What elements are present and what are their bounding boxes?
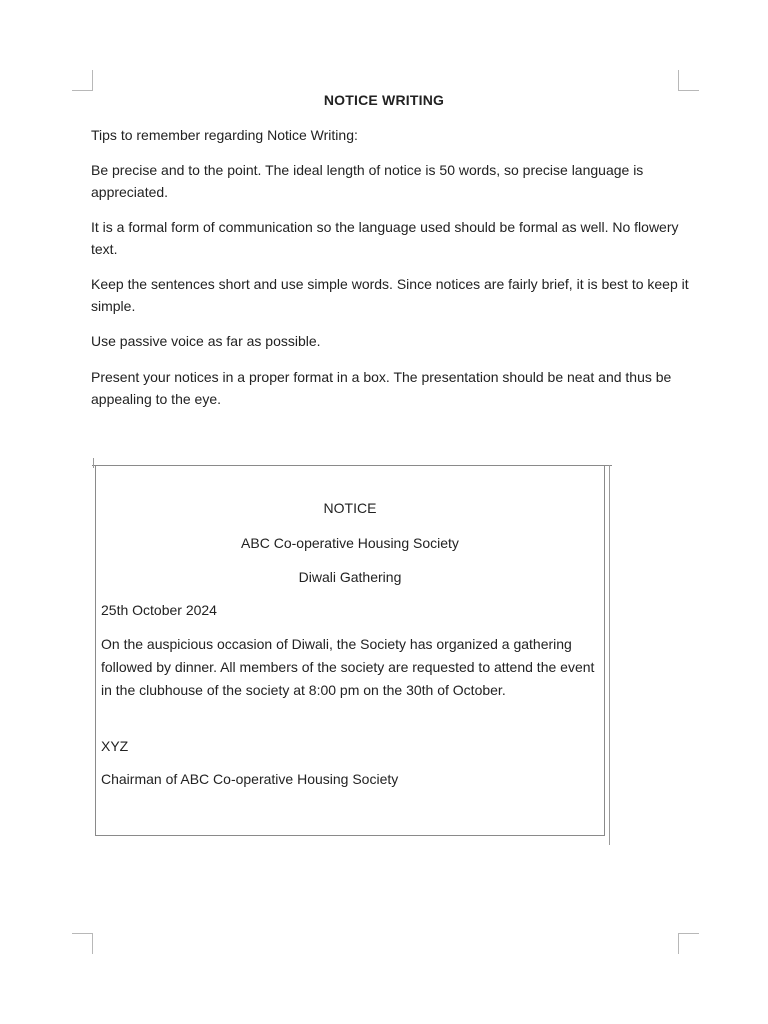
notice-body: On the auspicious occasion of Diwali, the Society has organized a gathering followed by dinner. All members of the society are requested to attend the event in the clubhouse of the society at 8:00 pm on the 30th of October. <box>101 636 595 698</box>
crop-mark-bottom-left <box>72 933 93 954</box>
notice-box-corner-tick <box>93 458 94 468</box>
crop-mark-top-right <box>678 70 699 91</box>
notice-heading: NOTICE <box>323 500 377 516</box>
tips-intro: Tips to remember regarding Notice Writing: <box>91 127 358 143</box>
crop-mark-top-left <box>72 70 93 91</box>
tip-paragraph-2: It is a formal form of communication so the language used should be formal as well. No flowery text. <box>91 219 679 257</box>
tip-paragraph-5: Present your notices in a proper format in a box. The presentation should be neat and thus be appealing to the eye. <box>91 369 672 407</box>
notice-signatory-title: Chairman of ABC Co-operative Housing Society <box>101 771 399 787</box>
notice-box-right-edge <box>609 465 610 845</box>
notice-box-top-edge <box>92 465 612 466</box>
notice-signatory-name: XYZ <box>101 738 129 754</box>
tip-paragraph-3: Keep the sentences short and use simple words. Since notices are fairly brief, it is best to keep it simple. <box>91 276 689 314</box>
crop-mark-bottom-right <box>678 933 699 954</box>
document-title: NOTICE WRITING <box>323 92 445 108</box>
notice-subject: Diwali Gathering <box>298 569 402 585</box>
tip-paragraph-4: Use passive voice as far as possible. <box>91 333 321 349</box>
notice-date: 25th October 2024 <box>101 602 217 618</box>
tip-paragraph-1: Be precise and to the point. The ideal length of notice is 50 words, so precise language is appreciated. <box>91 162 644 200</box>
notice-organization: ABC Co-operative Housing Society <box>241 535 459 551</box>
